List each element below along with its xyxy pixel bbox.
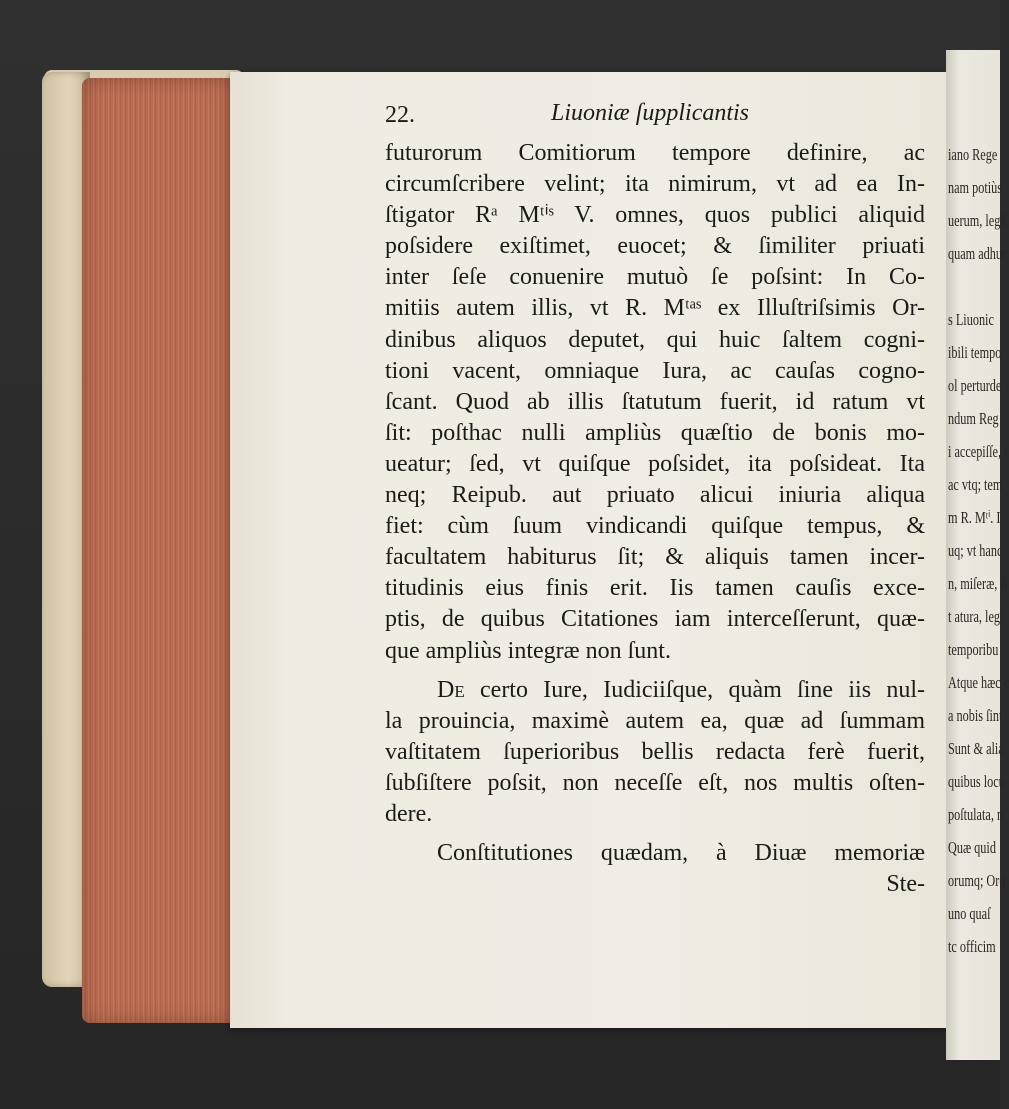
facing-page-line: quam adhuc: [948, 244, 1008, 263]
facing-page-line: m R. Mᵗⁱ. I: [948, 508, 1001, 527]
text-line: titudinis eius finis erit. Iis tamen cauſis exce-: [385, 575, 925, 602]
facing-page-line: ndum Reg: [948, 409, 999, 428]
facing-page-line: quibus locu: [948, 772, 1005, 791]
facing-page-line: a nobis ſint: [948, 706, 1003, 725]
text-line: futurorum Comitiorum tempore definire, ac: [385, 140, 925, 166]
facing-page: [946, 50, 1009, 1060]
facing-page-line: Atque hæc c: [948, 673, 1009, 692]
facing-page-line: uerum, legẽ: [948, 211, 1006, 230]
running-head: Liuoniæ ſupplicantis: [551, 100, 750, 126]
text-line: circumſcribere velint; ita nimirum, vt ad ea In-: [385, 171, 925, 198]
text-line: que ampliùs integræ non ſunt.: [385, 637, 671, 664]
book-page-edges: [82, 78, 232, 1023]
text-line: ſtigator Rᵃ Mᵗⁱˢ V. omnes, quos publici aliquid: [385, 202, 925, 229]
facing-page-line: n, miſeræ, ſi: [948, 574, 1008, 593]
text-line: ſubſiſtere poſsit, non neceſſe eſt, nos multis oſten-: [385, 769, 925, 796]
page-text: [385, 100, 925, 900]
paragraph-3: [385, 838, 925, 869]
page-header: [385, 100, 925, 138]
facing-page-line: ac vtq; tem: [948, 475, 1003, 494]
facing-page-line: s Liuonic: [948, 310, 994, 329]
facing-page-line: tc officim: [948, 937, 996, 956]
text-line: Conſtitutiones quædam, à Diuæ memoriæ: [437, 840, 925, 867]
text-line: dinibus aliquos deputet, qui huic ſaltem cogni-: [385, 326, 925, 353]
text-line: ſcant. Quod ab illis ſtatutum fuerit, id ratum vt: [385, 388, 925, 415]
text-line: tioni vacent, omniaque Iura, ac cauſas cogno-: [385, 357, 925, 384]
facing-page-line: Quæ quid: [948, 838, 996, 857]
text-line: vaſtitatem ſuperioribus bellis redacta ferè fuerit,: [385, 738, 925, 765]
text-line: ptis, de quibus Citationes iam interceſſerunt, quæ-: [385, 606, 925, 633]
text-line: mitiis autem illis, vt R. Mᵗᵃˢ ex Illuſtriſsimis Or-: [385, 295, 925, 322]
text-line: poſsidere exiſtimet, euocet; & ſimiliter priuati: [385, 233, 925, 260]
facing-page-line: uq; vt hanc: [948, 541, 1003, 560]
facing-page-line: temporibu: [948, 640, 999, 659]
text-line: neq; Reipub. aut priuato alicui iniuria aliqua: [385, 482, 925, 509]
facing-page-line: uno quaſ: [948, 904, 991, 923]
facing-page-line: nam potiùs: [948, 178, 1003, 197]
facing-page-line: iano Rege: [948, 145, 998, 164]
facing-page-line: ol perturde: [948, 376, 1002, 395]
text-line: ueatur; ſed, vt quiſque poſsidet, ita poſsideat. Ita: [385, 450, 925, 477]
catchword: Ste-: [886, 871, 925, 898]
facing-page-line: ibili tempo: [948, 343, 1002, 362]
text-line: dere.: [385, 800, 433, 827]
text-line: inter ſeſe conuenire mutuò ſe poſsint: In Co-: [385, 264, 925, 291]
drop-initial: De: [437, 676, 465, 703]
facing-page-line: Sunt & alia: [948, 739, 1004, 758]
facing-page-line: i accepiſſe, i: [948, 442, 1008, 461]
paragraph-1: [385, 138, 925, 667]
text-line: fiet: cùm ſuum vindicandi quiſque tempus, &: [385, 513, 925, 540]
text-line: la prouincia, maximè autem ea, quæ ad ſummam: [385, 707, 925, 734]
text-line: De certo Iure, Iudiciiſque, quàm ſine iis nul-: [437, 676, 925, 703]
paragraph-2: [385, 675, 925, 830]
text-line: facultatem habiturus ſit; & aliquis tamen incer-: [385, 544, 925, 571]
text-line: ſit: poſthac nulli ampliùs quæſtio de bonis mo-: [385, 419, 925, 446]
facing-page-line: poſtulata, n: [948, 805, 1004, 824]
facing-page-line: t atura, legi: [948, 607, 1004, 626]
facing-page-line: orumq; Ord: [948, 871, 1006, 890]
page-number: 22.: [385, 102, 415, 128]
